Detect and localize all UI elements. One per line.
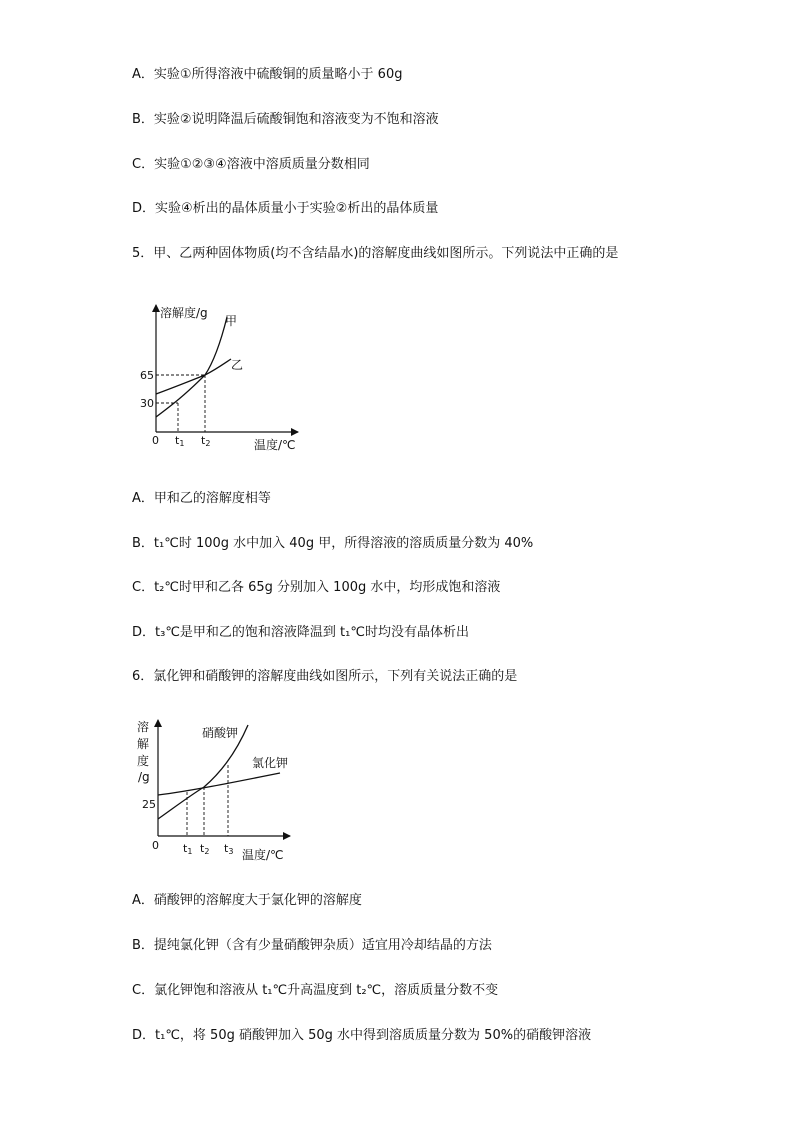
label-kno3: 硝酸钾 — [202, 726, 239, 740]
q5-stem: 5．甲、乙两种固体物质(均不含结晶水)的溶解度曲线如图所示。下列说法中正确的是 — [132, 246, 619, 261]
q6-option-c: C．氯化钾饱和溶液从 t₁℃升高温度到 t₂℃，溶质质量分数不变 — [132, 983, 499, 998]
q6-option-d: D．t₁℃，将 50g 硝酸钾加入 50g 水中得到溶质质量分数为 50%的硝酸钾溶液 — [132, 1028, 592, 1043]
x-axis-title: 温度/℃ — [254, 438, 296, 452]
tick-30: 30 — [140, 397, 154, 410]
y-axis-title-2: 解 — [137, 737, 150, 751]
label-kcl: 氯化钾 — [252, 756, 289, 770]
tick-t1: t — [183, 842, 188, 855]
tick-t1: t — [175, 434, 180, 447]
q6-option-a: A．硝酸钾的溶解度大于氯化钾的溶解度 — [132, 893, 362, 908]
q4-option-d: D．实验④析出的晶体质量小于实验②析出的晶体质量 — [132, 201, 439, 216]
q5-solubility-chart — [130, 295, 310, 460]
curve-yi — [156, 359, 231, 394]
q4-option-b: B．实验②说明降温后硫酸铜饱和溶液变为不饱和溶液 — [132, 112, 439, 127]
q5-option-a: A．甲和乙的溶解度相等 — [132, 491, 271, 506]
q4-option-c: C．实验①②③④溶液中溶质质量分数相同 — [132, 157, 370, 172]
svg-text:t2: t2 — [201, 434, 211, 448]
tick-25: 25 — [142, 798, 156, 811]
tick-65: 65 — [140, 369, 154, 382]
q5-option-d: D．t₃℃是甲和乙的饱和溶液降温到 t₁℃时均没有晶体析出 — [132, 625, 469, 640]
q5-option-b: B．t₁℃时 100g 水中加入 40g 甲，所得溶液的溶质质量分数为 40% — [132, 536, 534, 551]
y-axis-title-1: 溶 — [137, 720, 150, 734]
svg-text:t1: t1 — [175, 434, 185, 448]
tick-t2: t — [200, 842, 205, 855]
label-jia: 甲 — [225, 314, 238, 328]
tick-t2: t — [201, 434, 206, 447]
svg-text:t3: t3 — [224, 842, 234, 856]
svg-text:t1: t1 — [183, 842, 193, 856]
curve-kcl — [158, 773, 280, 795]
q4-option-a: A．实验①所得溶液中硫酸铜的质量略小于 60g — [132, 67, 403, 82]
label-yi: 乙 — [231, 358, 244, 372]
q6-stem: 6．氯化钾和硝酸钾的溶解度曲线如图所示，下列有关说法正确的是 — [132, 669, 518, 684]
origin-label: 0 — [152, 839, 159, 852]
y-axis-title: 溶解度/g — [160, 306, 208, 320]
origin-label: 0 — [152, 434, 159, 447]
q5-option-c: C．t₂℃时甲和乙各 65g 分别加入 100g 水中，均形成饱和溶液 — [132, 580, 501, 595]
y-axis-title-3: 度 — [137, 754, 150, 768]
q6-solubility-chart — [130, 715, 310, 865]
tick-t3: t — [224, 842, 229, 855]
y-axis-title-4: /g — [138, 770, 150, 784]
x-axis-title: 温度/℃ — [242, 848, 284, 862]
curve-jia — [156, 317, 227, 417]
q6-option-b: B．提纯氯化钾（含有少量硝酸钾杂质）适宜用冷却结晶的方法 — [132, 938, 492, 953]
svg-text:t2: t2 — [200, 842, 210, 856]
